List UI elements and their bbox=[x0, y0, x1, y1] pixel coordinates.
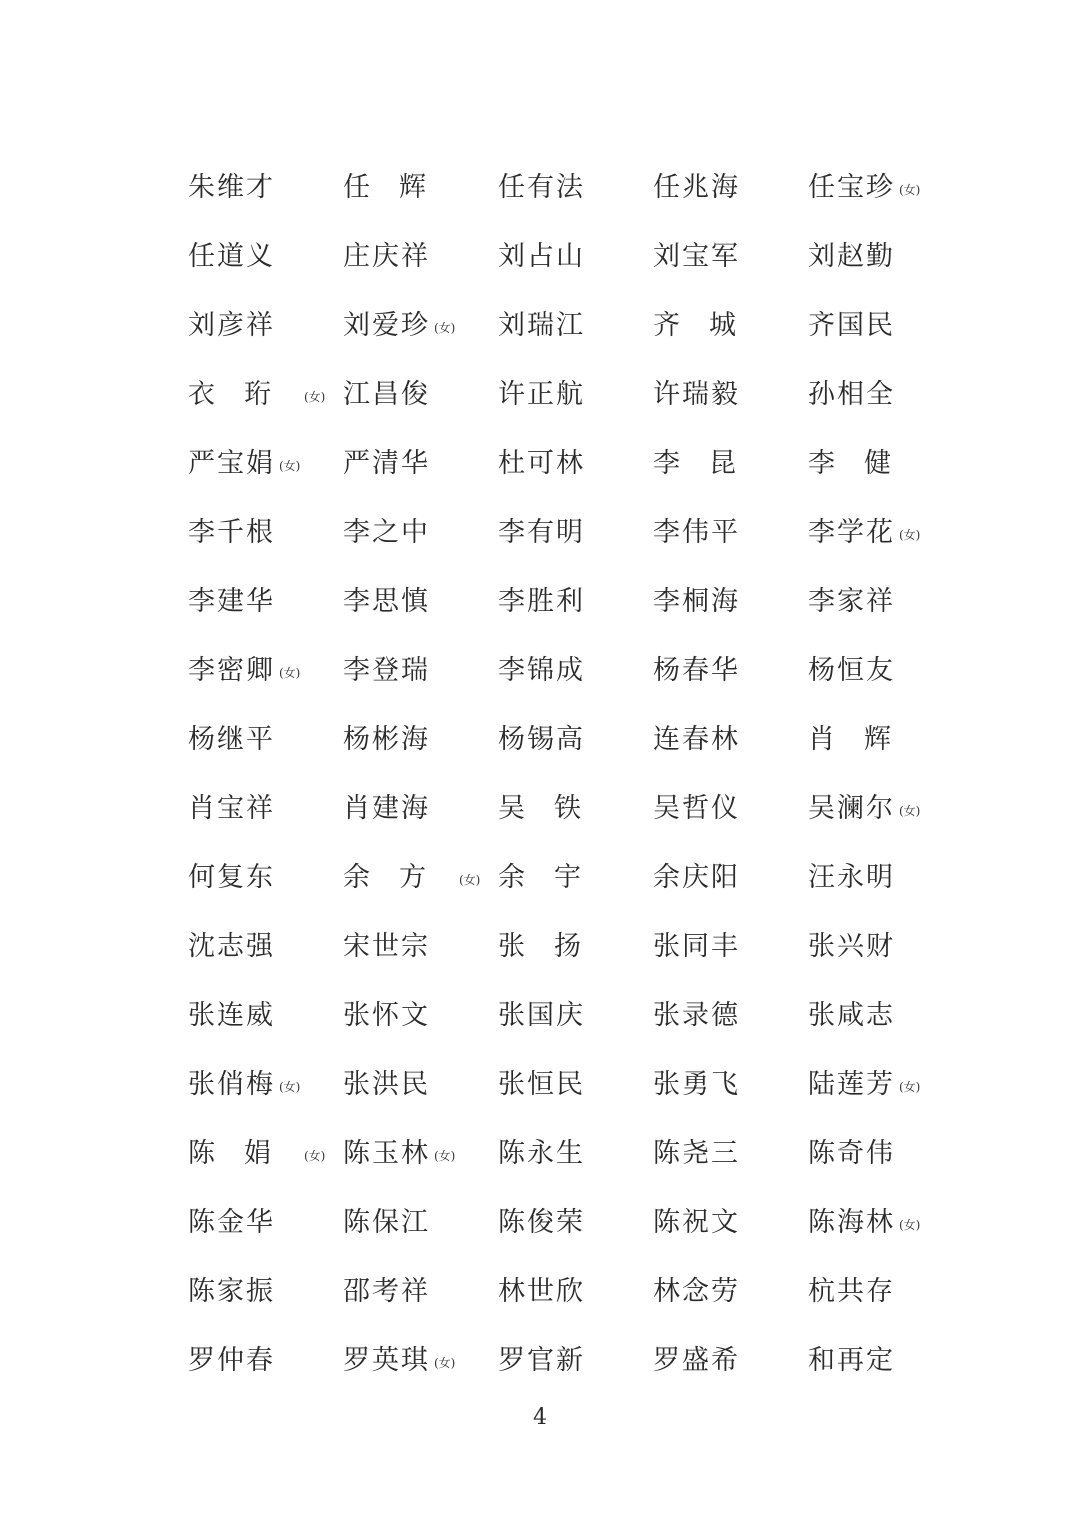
name-entry bbox=[498, 426, 653, 495]
name-entry bbox=[653, 426, 808, 495]
person-name: 罗官新 bbox=[498, 1345, 585, 1376]
page-number: 4 bbox=[533, 1405, 547, 1430]
person-name: 陈尧三 bbox=[653, 1138, 740, 1169]
person-name: 严宝娟 bbox=[188, 448, 275, 479]
person-name: 任道义 bbox=[188, 241, 275, 272]
name-entry bbox=[188, 1254, 343, 1323]
person-name: 李健 bbox=[808, 448, 920, 479]
person-name: 张同丰 bbox=[653, 931, 740, 962]
person-name: 余宇 bbox=[498, 862, 610, 893]
person-name: 齐国民 bbox=[808, 310, 895, 341]
person-name: 张国庆 bbox=[498, 1000, 585, 1031]
person-name: 陈祝文 bbox=[653, 1207, 740, 1238]
person-name: 庄庆祥 bbox=[343, 241, 430, 272]
female-marker: (女) bbox=[279, 666, 301, 680]
name-entry bbox=[188, 978, 343, 1047]
name-entry bbox=[808, 978, 963, 1047]
person-name: 任兆海 bbox=[653, 172, 740, 203]
person-name: 李千根 bbox=[188, 517, 275, 548]
person-name: 何复东 bbox=[188, 862, 275, 893]
person-name: 陆莲芳 bbox=[808, 1069, 895, 1100]
name-entry bbox=[188, 840, 343, 909]
female-marker: (女) bbox=[304, 390, 326, 404]
female-marker: (女) bbox=[279, 459, 301, 473]
female-marker: (女) bbox=[279, 1080, 301, 1094]
person-name: 张录德 bbox=[653, 1000, 740, 1031]
name-entry bbox=[498, 702, 653, 771]
name-entry bbox=[343, 633, 498, 702]
person-name: 刘瑞江 bbox=[498, 310, 585, 341]
person-name: 张勇飞 bbox=[653, 1069, 740, 1100]
person-name: 张怀文 bbox=[343, 1000, 430, 1031]
name-entry bbox=[808, 564, 963, 633]
person-name: 张兴财 bbox=[808, 931, 895, 962]
name-entry bbox=[808, 150, 963, 219]
person-name: 李登瑞 bbox=[343, 655, 430, 686]
female-marker: (女) bbox=[304, 1149, 326, 1163]
name-entry bbox=[808, 426, 963, 495]
name-entry bbox=[653, 1116, 808, 1185]
name-entry bbox=[188, 1116, 343, 1185]
person-name: 齐城 bbox=[653, 310, 765, 341]
name-entry bbox=[653, 288, 808, 357]
female-marker: (女) bbox=[899, 183, 921, 197]
name-entry bbox=[808, 909, 963, 978]
name-entry bbox=[343, 771, 498, 840]
name-entry bbox=[808, 357, 963, 426]
female-marker: (女) bbox=[899, 1080, 921, 1094]
person-name: 张洪民 bbox=[343, 1069, 430, 1100]
person-name: 林念劳 bbox=[653, 1276, 740, 1307]
person-name: 沈志强 bbox=[188, 931, 275, 962]
name-entry bbox=[188, 357, 343, 426]
person-name: 杨继平 bbox=[188, 724, 275, 755]
person-name: 张恒民 bbox=[498, 1069, 585, 1100]
female-marker: (女) bbox=[459, 873, 481, 887]
name-entry bbox=[808, 771, 963, 840]
name-entry bbox=[498, 357, 653, 426]
person-name: 陈海林 bbox=[808, 1207, 895, 1238]
person-name: 朱维才 bbox=[188, 172, 275, 203]
name-entry bbox=[343, 909, 498, 978]
person-name: 肖宝祥 bbox=[188, 793, 275, 824]
name-entry bbox=[498, 564, 653, 633]
person-name: 连春林 bbox=[653, 724, 740, 755]
name-entry bbox=[343, 702, 498, 771]
name-entry bbox=[653, 357, 808, 426]
person-name: 杨锡高 bbox=[498, 724, 585, 755]
name-entry bbox=[188, 564, 343, 633]
name-entry bbox=[343, 150, 498, 219]
person-name: 严清华 bbox=[343, 448, 430, 479]
person-name: 张咸志 bbox=[808, 1000, 895, 1031]
name-entry bbox=[188, 633, 343, 702]
person-name: 肖辉 bbox=[808, 724, 920, 755]
name-entry bbox=[498, 840, 653, 909]
name-entry bbox=[653, 495, 808, 564]
person-name: 任有法 bbox=[498, 172, 585, 203]
female-marker: (女) bbox=[434, 1149, 456, 1163]
person-name: 汪永明 bbox=[808, 862, 895, 893]
person-name: 刘赵勤 bbox=[808, 241, 895, 272]
name-entry bbox=[498, 1254, 653, 1323]
person-name: 李有明 bbox=[498, 517, 585, 548]
name-entry bbox=[498, 633, 653, 702]
name-entry bbox=[653, 564, 808, 633]
person-name: 陈金华 bbox=[188, 1207, 275, 1238]
name-entry bbox=[498, 1323, 653, 1392]
name-entry bbox=[343, 426, 498, 495]
person-name: 李胜利 bbox=[498, 586, 585, 617]
person-name: 余方 bbox=[343, 862, 455, 893]
name-entry bbox=[808, 219, 963, 288]
name-entry bbox=[343, 1185, 498, 1254]
female-marker: (女) bbox=[899, 528, 921, 542]
name-entry bbox=[498, 219, 653, 288]
person-name: 张扬 bbox=[498, 931, 610, 962]
name-entry bbox=[653, 1323, 808, 1392]
name-entry bbox=[498, 1047, 653, 1116]
name-entry bbox=[808, 495, 963, 564]
person-name: 张俏梅 bbox=[188, 1069, 275, 1100]
name-entry bbox=[343, 1254, 498, 1323]
name-entry bbox=[653, 150, 808, 219]
person-name: 陈永生 bbox=[498, 1138, 585, 1169]
name-entry bbox=[808, 633, 963, 702]
person-name: 杭共存 bbox=[808, 1276, 895, 1307]
person-name: 江昌俊 bbox=[343, 379, 430, 410]
name-entry bbox=[498, 909, 653, 978]
name-entry bbox=[498, 150, 653, 219]
person-name: 杨彬海 bbox=[343, 724, 430, 755]
person-name: 张连威 bbox=[188, 1000, 275, 1031]
name-entry bbox=[343, 495, 498, 564]
name-entry bbox=[343, 840, 498, 909]
name-entry bbox=[188, 219, 343, 288]
name-entry bbox=[188, 495, 343, 564]
name-entry bbox=[188, 702, 343, 771]
person-name: 任辉 bbox=[343, 172, 455, 203]
person-name: 李建华 bbox=[188, 586, 275, 617]
name-entry bbox=[498, 288, 653, 357]
person-name: 吴哲仪 bbox=[653, 793, 740, 824]
name-entry bbox=[653, 702, 808, 771]
name-entry bbox=[808, 1116, 963, 1185]
female-marker: (女) bbox=[899, 1218, 921, 1232]
name-entry bbox=[343, 978, 498, 1047]
name-entry bbox=[188, 1047, 343, 1116]
name-entry bbox=[653, 633, 808, 702]
person-name: 陈家振 bbox=[188, 1276, 275, 1307]
person-name: 任宝珍 bbox=[808, 172, 895, 203]
person-name: 衣珩 bbox=[188, 379, 300, 410]
name-entry bbox=[498, 1116, 653, 1185]
name-entry bbox=[808, 1047, 963, 1116]
person-name: 林世欣 bbox=[498, 1276, 585, 1307]
name-entry bbox=[808, 1323, 963, 1392]
female-marker: (女) bbox=[899, 804, 921, 818]
name-entry bbox=[343, 1116, 498, 1185]
person-name: 余庆阳 bbox=[653, 862, 740, 893]
person-name: 李桐海 bbox=[653, 586, 740, 617]
person-name: 杨春华 bbox=[653, 655, 740, 686]
person-name: 许正航 bbox=[498, 379, 585, 410]
person-name: 许瑞毅 bbox=[653, 379, 740, 410]
person-name: 刘爱珍 bbox=[343, 310, 430, 341]
name-entry bbox=[653, 840, 808, 909]
name-entry bbox=[343, 288, 498, 357]
person-name: 陈保江 bbox=[343, 1207, 430, 1238]
person-name: 杨恒友 bbox=[808, 655, 895, 686]
name-entry bbox=[343, 1323, 498, 1392]
female-marker: (女) bbox=[434, 1356, 456, 1370]
name-entry bbox=[188, 426, 343, 495]
person-name: 杜可林 bbox=[498, 448, 585, 479]
name-entry bbox=[653, 219, 808, 288]
person-name: 李锦成 bbox=[498, 655, 585, 686]
person-name: 陈俊荣 bbox=[498, 1207, 585, 1238]
person-name: 陈奇伟 bbox=[808, 1138, 895, 1169]
person-name: 李昆 bbox=[653, 448, 765, 479]
name-entry bbox=[343, 564, 498, 633]
name-entry bbox=[653, 1254, 808, 1323]
name-entry bbox=[808, 288, 963, 357]
person-name: 吴澜尔 bbox=[808, 793, 895, 824]
name-entry bbox=[188, 288, 343, 357]
person-name: 陈娟 bbox=[188, 1138, 300, 1169]
name-entry bbox=[498, 978, 653, 1047]
person-name: 李学花 bbox=[808, 517, 895, 548]
person-name: 刘占山 bbox=[498, 241, 585, 272]
name-entry bbox=[808, 702, 963, 771]
person-name: 邵考祥 bbox=[343, 1276, 430, 1307]
female-marker: (女) bbox=[434, 321, 456, 335]
person-name: 罗英琪 bbox=[343, 1345, 430, 1376]
name-entry bbox=[343, 219, 498, 288]
name-list-grid bbox=[188, 150, 988, 1392]
person-name: 吴铁 bbox=[498, 793, 610, 824]
name-entry bbox=[808, 1185, 963, 1254]
name-entry bbox=[808, 1254, 963, 1323]
person-name: 和再定 bbox=[808, 1345, 895, 1376]
name-entry bbox=[188, 909, 343, 978]
name-entry bbox=[188, 1323, 343, 1392]
person-name: 罗盛希 bbox=[653, 1345, 740, 1376]
name-entry bbox=[653, 1185, 808, 1254]
name-entry bbox=[498, 1185, 653, 1254]
person-name: 李之中 bbox=[343, 517, 430, 548]
person-name: 孙相全 bbox=[808, 379, 895, 410]
person-name: 李密卿 bbox=[188, 655, 275, 686]
name-entry bbox=[188, 1185, 343, 1254]
person-name: 李伟平 bbox=[653, 517, 740, 548]
name-entry bbox=[343, 1047, 498, 1116]
person-name: 陈玉林 bbox=[343, 1138, 430, 1169]
name-entry bbox=[653, 909, 808, 978]
person-name: 刘宝军 bbox=[653, 241, 740, 272]
name-entry bbox=[653, 1047, 808, 1116]
person-name: 李思慎 bbox=[343, 586, 430, 617]
person-name: 刘彦祥 bbox=[188, 310, 275, 341]
name-entry bbox=[188, 150, 343, 219]
name-entry bbox=[498, 771, 653, 840]
name-entry bbox=[343, 357, 498, 426]
name-entry bbox=[188, 771, 343, 840]
person-name: 李家祥 bbox=[808, 586, 895, 617]
person-name: 罗仲春 bbox=[188, 1345, 275, 1376]
name-entry bbox=[498, 495, 653, 564]
name-entry bbox=[653, 771, 808, 840]
person-name: 宋世宗 bbox=[343, 931, 430, 962]
person-name: 肖建海 bbox=[343, 793, 430, 824]
name-entry bbox=[808, 840, 963, 909]
name-entry bbox=[653, 978, 808, 1047]
